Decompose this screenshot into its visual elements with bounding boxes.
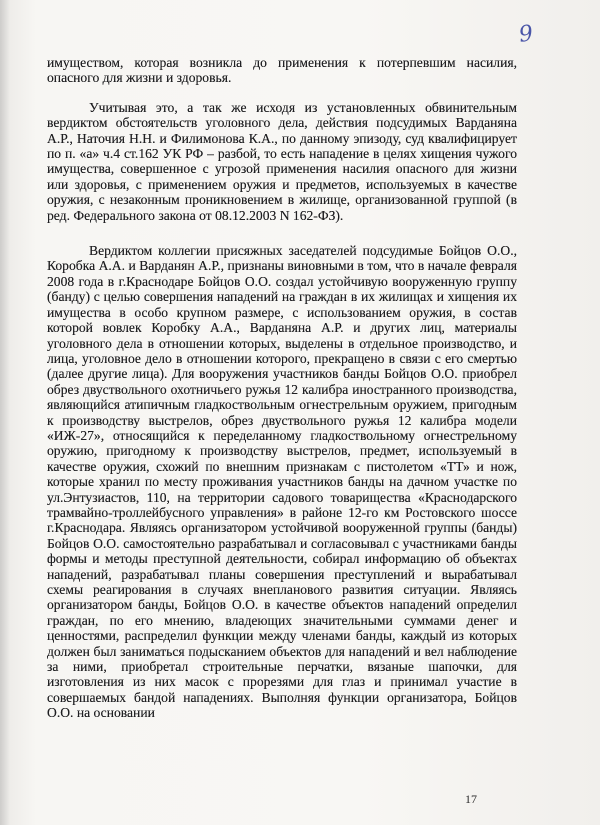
handwritten-sheet-number: 9 [517, 21, 535, 48]
paragraph-1: имуществом, которая возникла до применения к потерпевшим насилия, опасного для жизни и здоровья. [47, 55, 517, 86]
scan-edge-shadow [0, 0, 10, 825]
paragraph-2: Учитывая это, а так же исходя из установленных обвинительным вердиктом обстоятельств уголовного дела, действия подсудимых Варданяна А.Р., Наточия Н.Н. и Филимонова К.А., по данному эпизоду, суд квалифицирует по п. «а» ч.4 ст.162 УК РФ – разбой, то есть нападение в целях хищения чужого имущества, совершенное с угрозой применения насилия опасного для жизни или здоровья, с применением оружия и предметов, используемых в качестве оружия, с незаконным проникновением в жилище, организованной группой (в ред. Федерального закона от 08.12.2003 N 162-ФЗ). [47, 99, 517, 223]
paragraph-3: Вердиктом коллегии присяжных заседателей подсудимые Бойцов О.О., Коробка А.А. и Варданян А.Р., признаны виновными в том, что в начале февраля 2008 года в г.Краснодаре Бойцов О.О. создал устойчивую вооруженную группу (банду) с целью совершения нападений на граждан в их жилищах и хищения их имущества в особо крупном размере, с использованием оружия, в состав которой вовлек Коробку А.А., Варданяна А.Р. и других лиц, материалы уголовного дела в отношении которых, выделены в отдельное производство, и лица, уголовное дело в отношении которого, прекращено в связи с его смертью (далее другие лица). Для вооружения участников банды Бойцов О.О. приобрел обрез двуствольного охотничьего ружья 12 калибра иностранного производства, являющийся атипичным гладкоствольным огнестрельным оружием, пригодным к производству выстрелов, обрез двуствольного ружья 12 калибра модели «ИЖ-27», относящийся к переделанному гладкоствольному огнестрельному оружию, пригодному к производству выстрелов, предмет, используемый в качестве оружия, схожий по внешним признакам с пистолетом «ТТ» и нож, которые хранил по месту проживания участников банды на дачном участке по ул.Энтузиастов, 110, на территории садового товарищества «Краснодарского трамвайно-троллейбусного управления» в районе 12-го км Ростовского шоссе г.Краснодара. Являясь организатором устойчивой вооруженной группы (банды) Бойцов О.О. самостоятельно разрабатывал и согласовывал с участниками банды формы и методы преступной деятельности, собирал информацию об объектах нападений, разрабатывал планы совершения преступлений и вырабатывал схемы реагирования в случаях внепланового развития ситуации. Являясь организатором банды, Бойцов О.О. в качестве объектов нападений определил граждан, по его мнению, владеющих значительными суммами денег и ценностями, распределил функции между членами банды, каждый из которых должен был заниматься подысканием объектов для нападений и вел наблюдение за ними, приобретал строительные перчатки, вязаные шапочки, для изготовления из них масок с прорезями для глаз и принимал участие в совершаемых бандой нападениях. Выполняя функции организатора, Бойцов О.О. на основании [47, 243, 517, 721]
document-body [47, 55, 517, 721]
page-number: 17 [465, 792, 477, 806]
